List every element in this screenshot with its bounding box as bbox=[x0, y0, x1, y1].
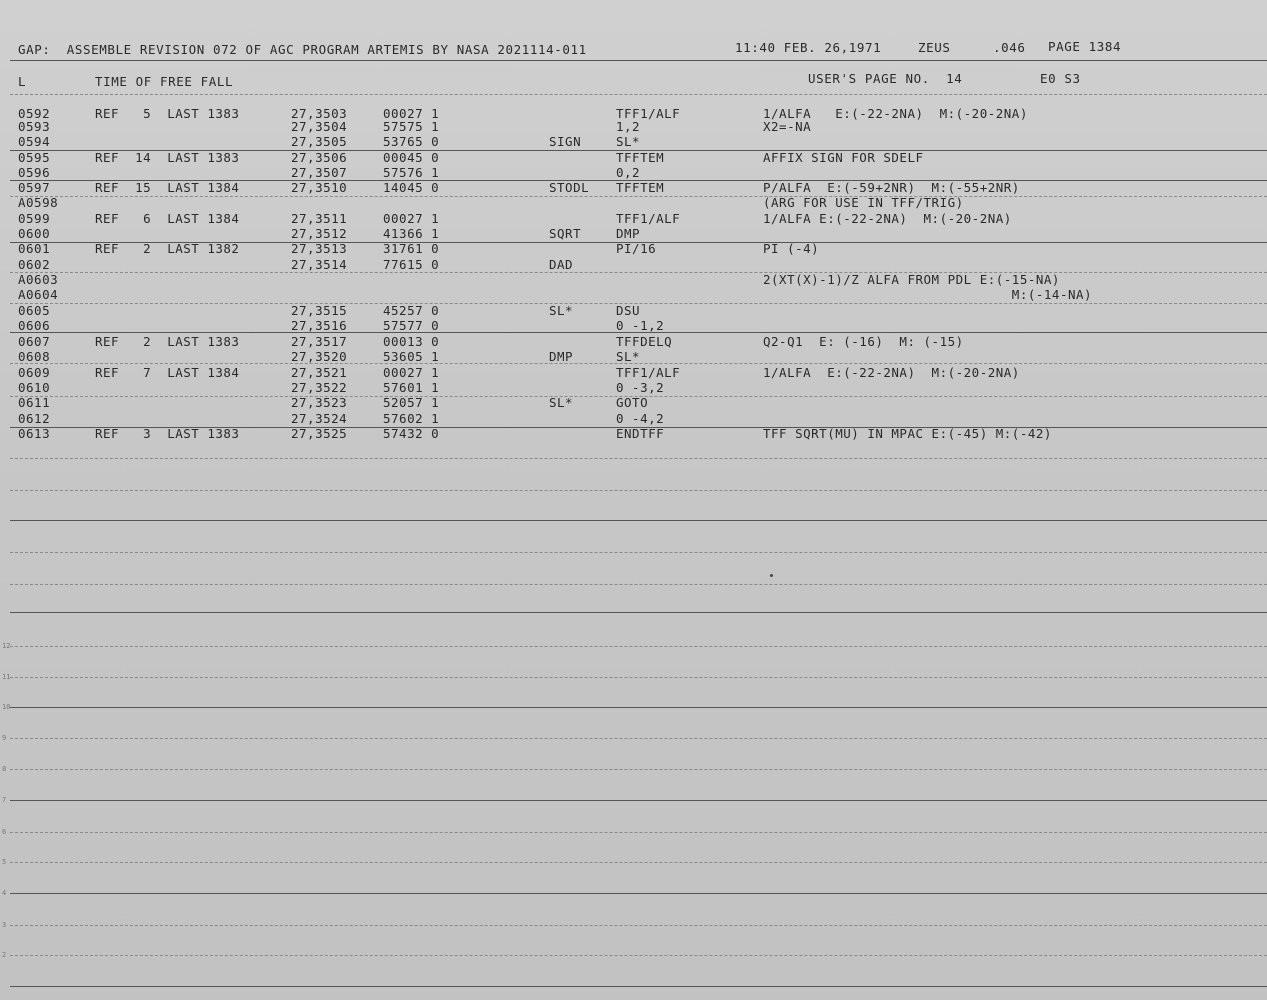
line-number: 0596 bbox=[18, 165, 51, 180]
opcode: DMP bbox=[549, 349, 574, 364]
opcode: SIGN bbox=[549, 134, 582, 149]
users-page-label: USER'S PAGE NO. 14 bbox=[808, 71, 963, 86]
line-number: A0598 bbox=[18, 195, 59, 210]
operand: TFF1/ALF bbox=[616, 106, 681, 121]
octal-word: 57601 1 bbox=[383, 380, 440, 395]
ruled-line bbox=[10, 552, 1267, 553]
address: 27,3524 bbox=[291, 411, 348, 426]
octal-word: 00045 0 bbox=[383, 150, 440, 165]
listing-row bbox=[0, 365, 1267, 380]
line-number: 0607 bbox=[18, 334, 51, 349]
margin-number: 8 bbox=[2, 765, 7, 773]
opcode: SQRT bbox=[549, 226, 582, 241]
octal-word: 00027 1 bbox=[383, 211, 440, 226]
address: 27,3517 bbox=[291, 334, 348, 349]
octal-word: 52057 1 bbox=[383, 395, 440, 410]
line-number: 0600 bbox=[18, 226, 51, 241]
ruled-line bbox=[10, 332, 1267, 333]
listing-row bbox=[0, 226, 1267, 241]
address: 27,3525 bbox=[291, 426, 348, 441]
margin-number: 10 bbox=[2, 703, 11, 711]
listing-row bbox=[0, 211, 1267, 226]
operand: PI/16 bbox=[616, 241, 657, 256]
listing-row bbox=[0, 380, 1267, 395]
operand: DMP bbox=[616, 226, 641, 241]
listing-row bbox=[0, 241, 1267, 256]
ref-info: REF 5 LAST 1383 bbox=[95, 106, 240, 121]
line-number: 0594 bbox=[18, 134, 51, 149]
line-number: 0601 bbox=[18, 241, 51, 256]
header-rule bbox=[10, 60, 1267, 61]
octal-word: 41366 1 bbox=[383, 226, 440, 241]
ruled-line bbox=[10, 303, 1267, 304]
ruled-line bbox=[10, 769, 1267, 770]
listing-row bbox=[0, 349, 1267, 364]
line-number: 0597 bbox=[18, 180, 51, 195]
ruled-line bbox=[10, 150, 1267, 151]
ruled-line bbox=[10, 646, 1267, 647]
octal-word: 53765 0 bbox=[383, 134, 440, 149]
line-number: A0604 bbox=[18, 287, 59, 302]
ruled-line bbox=[10, 196, 1267, 197]
line-number: 0612 bbox=[18, 411, 51, 426]
line-number: 0610 bbox=[18, 380, 51, 395]
operand: ENDTFF bbox=[616, 426, 665, 441]
octal-word: 31761 0 bbox=[383, 241, 440, 256]
ref-info: REF 6 LAST 1384 bbox=[95, 211, 240, 226]
ref-info: REF 15 LAST 1384 bbox=[95, 180, 240, 195]
comment: TFF SQRT(MU) IN MPAC E:(-45) M:(-42) bbox=[763, 426, 1052, 441]
margin-number: 12 bbox=[2, 642, 11, 650]
address: 27,3506 bbox=[291, 150, 348, 165]
ref-info: REF 3 LAST 1383 bbox=[95, 426, 240, 441]
header-page: PAGE 1384 bbox=[1048, 39, 1122, 54]
column-l-label: L bbox=[18, 74, 27, 89]
margin-number: 3 bbox=[2, 921, 7, 929]
ruled-line bbox=[10, 584, 1267, 585]
comment: M:(-14-NA) bbox=[763, 287, 1093, 302]
listing-row bbox=[0, 195, 1267, 210]
line-number: 0593 bbox=[18, 119, 51, 134]
line-number: 0595 bbox=[18, 150, 51, 165]
ruled-line bbox=[10, 707, 1267, 708]
ruled-line bbox=[10, 893, 1267, 894]
margin-number: 4 bbox=[2, 889, 7, 897]
operand: TFF1/ALF bbox=[616, 365, 681, 380]
operand: 0 -4,2 bbox=[616, 411, 665, 426]
address: 27,3505 bbox=[291, 134, 348, 149]
operand: SL* bbox=[616, 349, 641, 364]
listing-row bbox=[0, 411, 1267, 426]
margin-number: 7 bbox=[2, 796, 7, 804]
ruled-line bbox=[10, 242, 1267, 243]
ruled-line bbox=[10, 800, 1267, 801]
listing-row bbox=[0, 134, 1267, 149]
header-code: .046 bbox=[993, 40, 1026, 55]
opcode: DAD bbox=[549, 257, 574, 272]
header-title: GAP: ASSEMBLE REVISION 072 OF AGC PROGRAM ARTEMIS BY NASA 2021114-011 bbox=[18, 42, 587, 57]
listing-row bbox=[0, 119, 1267, 134]
line-number: 0611 bbox=[18, 395, 51, 410]
listing-row bbox=[0, 334, 1267, 349]
ruled-line bbox=[10, 832, 1267, 833]
operand: TFF1/ALF bbox=[616, 211, 681, 226]
address: 27,3503 bbox=[291, 106, 348, 121]
operand: GOTO bbox=[616, 395, 649, 410]
line-number: 0602 bbox=[18, 257, 51, 272]
address: 27,3521 bbox=[291, 365, 348, 380]
line-number: 0608 bbox=[18, 349, 51, 364]
octal-word: 57576 1 bbox=[383, 165, 440, 180]
address: 27,3523 bbox=[291, 395, 348, 410]
margin-number: 5 bbox=[2, 858, 7, 866]
operand: 0 -3,2 bbox=[616, 380, 665, 395]
comment: PI (-4) bbox=[763, 241, 820, 256]
address: 27,3514 bbox=[291, 257, 348, 272]
eo-label: E0 S3 bbox=[1040, 71, 1081, 86]
ruled-line bbox=[10, 427, 1267, 428]
address: 27,3504 bbox=[291, 119, 348, 134]
listing-row bbox=[0, 257, 1267, 272]
octal-word: 00027 1 bbox=[383, 106, 440, 121]
line-number: 0613 bbox=[18, 426, 51, 441]
octal-word: 77615 0 bbox=[383, 257, 440, 272]
ruled-line bbox=[10, 490, 1267, 491]
listing-row bbox=[0, 180, 1267, 195]
ref-info: REF 2 LAST 1382 bbox=[95, 241, 240, 256]
listing-row bbox=[0, 165, 1267, 180]
octal-word: 57575 1 bbox=[383, 119, 440, 134]
address: 27,3507 bbox=[291, 165, 348, 180]
opcode: SL* bbox=[549, 303, 574, 318]
comment: 1/ALFA E:(-22-2NA) M:(-20-2NA) bbox=[763, 106, 1028, 121]
operand: TFFDELQ bbox=[616, 334, 673, 349]
octal-word: 57432 0 bbox=[383, 426, 440, 441]
address: 27,3512 bbox=[291, 226, 348, 241]
ruled-line bbox=[10, 180, 1267, 181]
operand: 0,2 bbox=[616, 165, 641, 180]
listing-row bbox=[0, 426, 1267, 441]
header-time: 11:40 FEB. 26,1971 bbox=[735, 40, 882, 55]
ruled-line bbox=[10, 396, 1267, 397]
ruled-line bbox=[10, 520, 1267, 521]
ref-info: REF 14 LAST 1383 bbox=[95, 150, 240, 165]
comment: 2(XT(X)-1)/Z ALFA FROM PDL E:(-15-NA) bbox=[763, 272, 1060, 287]
address: 27,3511 bbox=[291, 211, 348, 226]
ruled-line bbox=[10, 458, 1267, 459]
margin-number: 2 bbox=[2, 951, 7, 959]
header-system: ZEUS bbox=[918, 40, 951, 55]
ruled-line bbox=[10, 862, 1267, 863]
ruled-line bbox=[10, 677, 1267, 678]
divider bbox=[10, 94, 1267, 95]
listing-row bbox=[0, 150, 1267, 165]
margin-number: 11 bbox=[2, 673, 11, 681]
ruled-line bbox=[10, 955, 1267, 956]
line-number: 0605 bbox=[18, 303, 51, 318]
listing-row bbox=[0, 318, 1267, 333]
octal-word: 45257 0 bbox=[383, 303, 440, 318]
listing-row bbox=[0, 272, 1267, 287]
address: 27,3516 bbox=[291, 318, 348, 333]
margin-number: 9 bbox=[2, 734, 7, 742]
line-number: 0609 bbox=[18, 365, 51, 380]
line-number: 0606 bbox=[18, 318, 51, 333]
ref-info: REF 2 LAST 1383 bbox=[95, 334, 240, 349]
ruled-line bbox=[10, 612, 1267, 613]
section-title: TIME OF FREE FALL bbox=[95, 74, 234, 89]
address: 27,3510 bbox=[291, 180, 348, 195]
ruled-line bbox=[10, 363, 1267, 364]
comment: Q2-Q1 E: (-16) M: (-15) bbox=[763, 334, 964, 349]
octal-word: 00027 1 bbox=[383, 365, 440, 380]
octal-word: 00013 0 bbox=[383, 334, 440, 349]
octal-word: 57577 0 bbox=[383, 318, 440, 333]
operand: 1,2 bbox=[616, 119, 641, 134]
address: 27,3520 bbox=[291, 349, 348, 364]
operand: 0 -1,2 bbox=[616, 318, 665, 333]
ruled-line bbox=[10, 986, 1267, 987]
ruled-line bbox=[10, 925, 1267, 926]
opcode: STODL bbox=[549, 180, 590, 195]
ruled-line bbox=[10, 738, 1267, 739]
ruled-line bbox=[10, 272, 1267, 273]
octal-word: 57602 1 bbox=[383, 411, 440, 426]
ref-info: REF 7 LAST 1384 bbox=[95, 365, 240, 380]
address: 27,3513 bbox=[291, 241, 348, 256]
opcode: SL* bbox=[549, 395, 574, 410]
comment: X2=-NA bbox=[763, 119, 812, 134]
operand: TFFTEM bbox=[616, 180, 665, 195]
address: 27,3522 bbox=[291, 380, 348, 395]
line-number: 0599 bbox=[18, 211, 51, 226]
comment: 1/ALFA E:(-22-2NA) M:(-20-2NA) bbox=[763, 211, 1012, 226]
comment: P/ALFA E:(-59+2NR) M:(-55+2NR) bbox=[763, 180, 1020, 195]
address: 27,3515 bbox=[291, 303, 348, 318]
comment: AFFIX SIGN FOR SDELF bbox=[763, 150, 924, 165]
operand: TFFTEM bbox=[616, 150, 665, 165]
comment: 1/ALFA E:(-22-2NA) M:(-20-2NA) bbox=[763, 365, 1020, 380]
octal-word: 53605 1 bbox=[383, 349, 440, 364]
octal-word: 14045 0 bbox=[383, 180, 440, 195]
listing-row bbox=[0, 395, 1267, 410]
margin-number: 6 bbox=[2, 828, 7, 836]
listing-row bbox=[0, 287, 1267, 302]
comment: (ARG FOR USE IN TFF/TRIG) bbox=[763, 195, 964, 210]
line-number: 0592 bbox=[18, 106, 51, 121]
ink-speck bbox=[770, 574, 773, 577]
line-number: A0603 bbox=[18, 272, 59, 287]
operand: DSU bbox=[616, 303, 641, 318]
listing-row bbox=[0, 303, 1267, 318]
operand: SL* bbox=[616, 134, 641, 149]
